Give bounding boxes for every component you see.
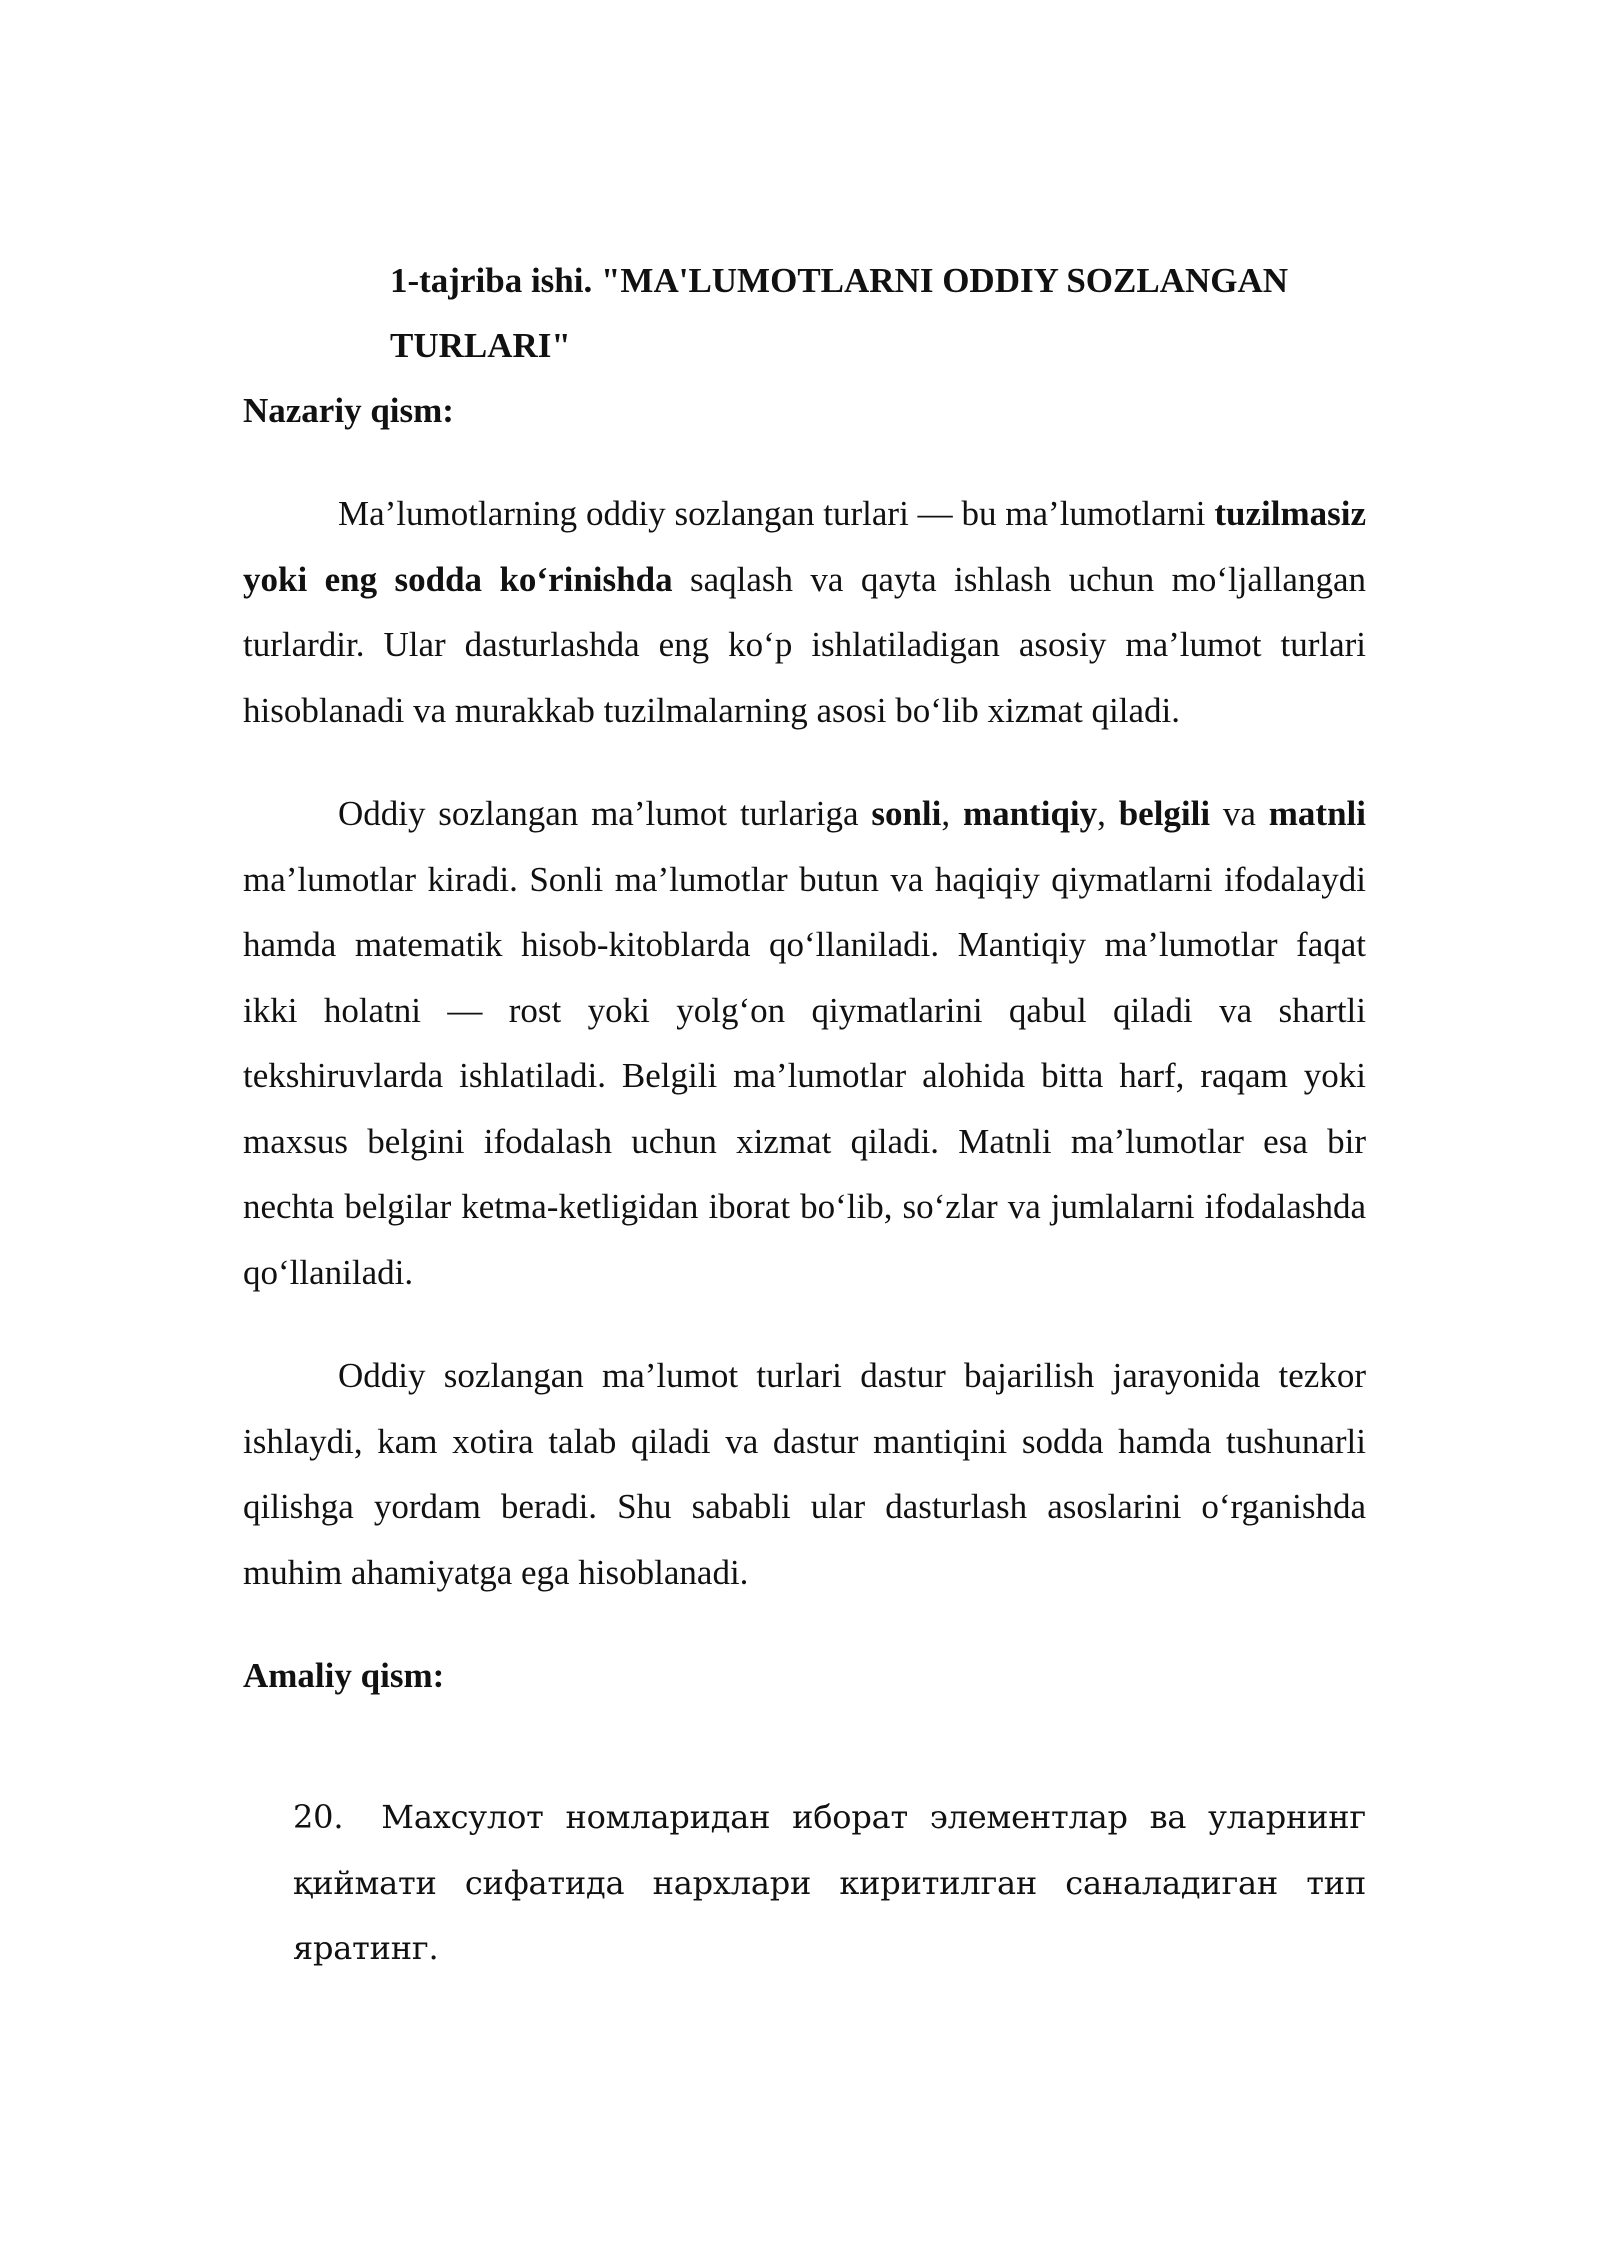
- paragraph-theory-1: [243, 481, 1366, 743]
- bold-term-matnli: matnli: [1268, 794, 1366, 833]
- section-heading-practice: Amaliy qism:: [243, 1656, 445, 1695]
- paragraph-text: Oddiy sozlangan ma’lumot turlariga: [338, 794, 872, 833]
- paragraph-text: saqlash va qayta ishlash uchun mo‘ljallangan turlardir. Ular dasturlashda eng ko‘p ishlatiladigan asosiy ma’lumot turlari hisoblanadi va murakkab tuzilmalarning asosi bo‘lib xizmat qiladi.: [243, 559, 1366, 730]
- bold-phrase: tuzilmasiz yoki eng sodda ko‘rinishda: [243, 494, 1366, 599]
- paragraph-text: Ma’lumotlarning oddiy sozlangan turlari — bu ma’lumotlarni: [338, 494, 1215, 533]
- bold-term-mantiqiy: mantiqiy: [962, 794, 1098, 833]
- separator-text: ,: [1097, 794, 1119, 833]
- task-number: 20.: [293, 1798, 344, 1836]
- paragraph-theory-2: [243, 781, 1366, 1305]
- page-title: 1-tajriba ishi. "MA'LUMOTLARNI ODDIY SOZLANGAN TURLARI": [390, 261, 1289, 365]
- paragraph-theory-3: Oddiy sozlangan ma’lumot turlari dastur bajarilish jarayonida tezkor ishlaydi, kam xotira talab qiladi va dastur mantiqini sodda hamda tushunarli qilishga yordam beradi. Shu sababli ular dasturlash asoslarini o‘rganishda muhim ahamiyatga ega hisoblanadi.: [243, 1356, 1366, 1592]
- separator-text: va: [1210, 794, 1269, 833]
- bold-term-sonli: sonli: [871, 794, 942, 833]
- document-body: [243, 248, 1366, 1982]
- paragraph-text: ma’lumotlar kiradi. Sonli ma’lumotlar butun va haqiqiy qiymatlarni ifodalaydi hamda matematik hisob-kitoblarda qo‘llaniladi. Mantiqiy ma’lumotlar faqat ikki holatni — rost yoki yolg‘on qiymatlarini qabul qiladi va shartli tekshiruvlarda ishlatiladi. Belgili ma’lumotlar alohida bitta harf, raqam yoki maxsus belgini ifodalash uchun xizmat qiladi. Matnli ma’lumotlar esa bir nechta belgilar ketma-ketligidan iborat bo‘lib, so‘zlar va jumlalarni ifodalashda qo‘llaniladi.: [243, 859, 1366, 1292]
- task-text: Махсулот номларидан иборат элементлар ва уларнинг қиймати сифатида нархлари киритилган саналадиган тип яратинг.: [293, 1798, 1366, 1967]
- task-item: [293, 1785, 1366, 1982]
- bold-term-belgili: belgili: [1118, 794, 1211, 833]
- section-heading-theory: Nazariy qism:: [243, 391, 454, 430]
- separator-text: ,: [941, 794, 963, 833]
